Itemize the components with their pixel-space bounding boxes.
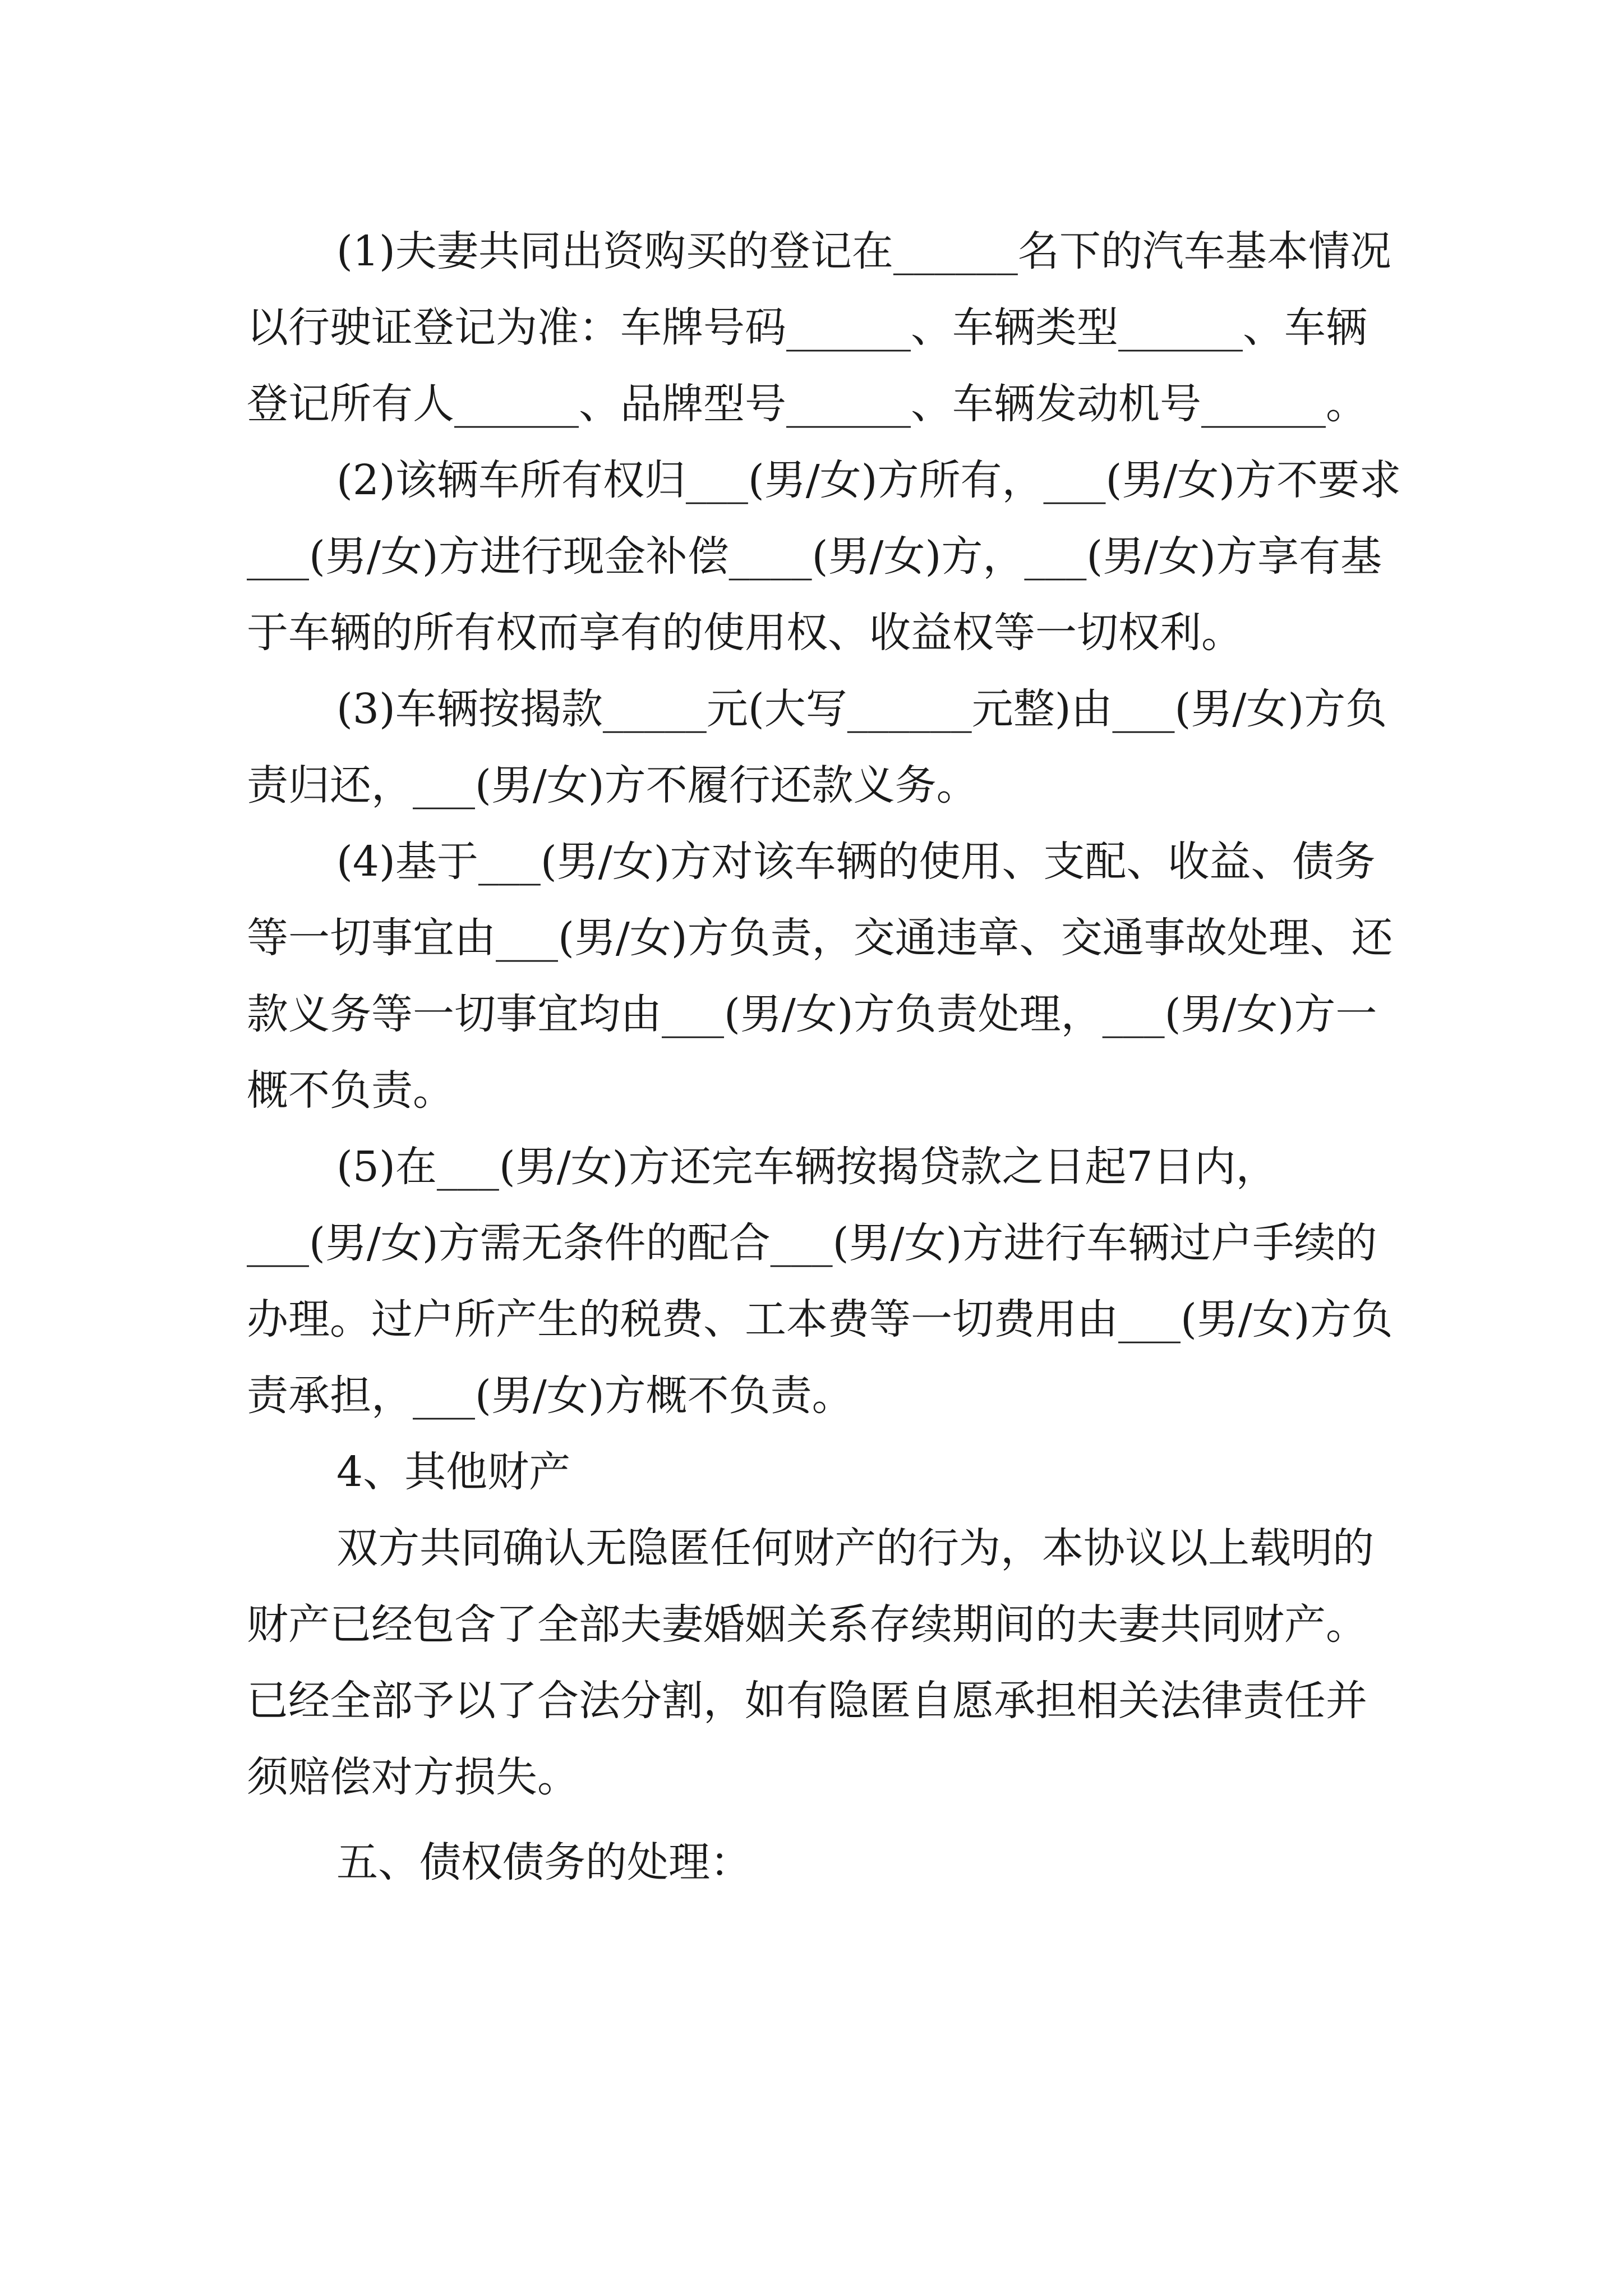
- clause-1-vehicle-info: (1)夫妻共同出资购买的登记在______名下的汽车基本情况以行驶证登记为准：车牌号码______、车辆类型______、车辆登记所有人______、品牌型号______、车辆发动机号______。: [247, 227, 1391, 428]
- clause-5-transfer: (5)在___(男/女)方还完车辆按揭贷款之日起7日内，___(男/女)方需无条件的配合___(男/女)方进行车辆过户手续的办理。过户所产生的税费、工本费等一切费用由___(男/女)方负责承担，___(男/女)方概不负责。: [247, 1143, 1393, 1420]
- section-5-heading: 五、债权债务的处理：: [336, 1838, 751, 1887]
- section-4-text: 双方共同确认无隐匿任何财产的行为，本协议以上载明的财产已经包含了全部夫妻婚姻关系存续期间的夫妻共同财产。已经全部予以了合法分割，如有隐匿自愿承担相关法律责任并须赔偿对方损失。: [247, 1524, 1374, 1801]
- clause-4-responsibility: (4)基于___(男/女)方对该车辆的使用、支配、收益、债务等一切事宜由___(男/女)方负责，交通违章、交通事故处理、还款义务等一切事宜均由___(男/女)方负责处理，___(男/女)方一概不负责。: [247, 838, 1393, 1115]
- clause-2-ownership: (2)该辆车所有权归___(男/女)方所有，___(男/女)方不要求___(男/女)方进行现金补偿____(男/女)方，___(男/女)方享有基于车辆的所有权而享有的使用权、收益权等一切权利。: [247, 456, 1401, 657]
- document-body: [247, 213, 1402, 1901]
- clause-3-mortgage: (3)车辆按揭款_____元(大写______元整)由___(男/女)方负责归还，___(男/女)方不履行还款义务。: [247, 685, 1387, 809]
- section-4-heading: 4、其他财产: [336, 1448, 571, 1496]
